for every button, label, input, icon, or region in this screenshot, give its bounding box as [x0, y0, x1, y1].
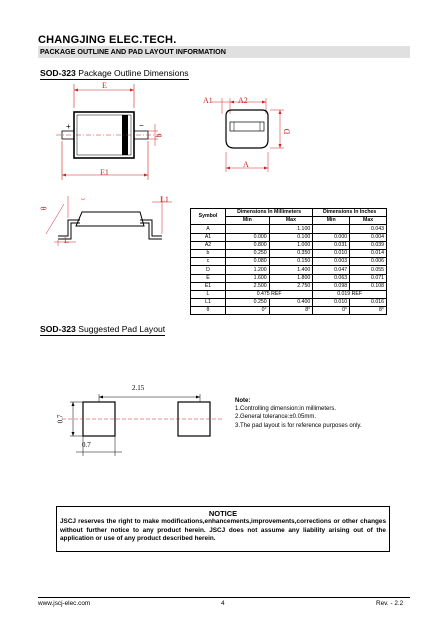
symbol-header: Symbol — [191, 209, 226, 225]
label-A: A — [243, 160, 249, 169]
table-row — [191, 258, 387, 266]
label-c: c — [80, 197, 87, 201]
table-cell: 1.800 — [269, 274, 313, 282]
table-cell: 0.055 — [350, 266, 387, 274]
note-item: 1.Controlling dimension:in millimeters. — [235, 406, 337, 413]
symbol-cell: E1 — [191, 282, 226, 290]
outline-heading-package: SOD-323 — [40, 68, 76, 78]
lead-profile-drawing — [40, 190, 180, 250]
table-cell — [226, 225, 270, 233]
pad-heading — [40, 324, 165, 334]
table-cell: 1.200 — [226, 266, 270, 274]
pad-dim-height: 0.7 — [56, 414, 65, 424]
table-cell: 0.071 — [350, 274, 387, 282]
table-row — [191, 266, 387, 274]
outline-heading — [40, 68, 189, 78]
label-b: b — [154, 133, 164, 138]
table-cell: 1.000 — [269, 241, 313, 249]
table-cell: 0.006 — [350, 258, 387, 266]
table-cell: 0.475 REF — [226, 290, 313, 298]
table-cell: 1.600 — [226, 274, 270, 282]
symbol-cell: A1 — [191, 233, 226, 241]
symbol-cell: θ — [191, 307, 226, 315]
mm-header: Dimensions In Millimeters — [226, 209, 313, 217]
table-cell: 0.000 — [313, 233, 350, 241]
table-cell: 0.000 — [226, 233, 270, 241]
notice-box — [56, 506, 390, 552]
footer-revision: Rev. - 2.2 — [376, 600, 404, 607]
pad-dim-width: 0.7 — [82, 441, 91, 449]
label-theta: θ — [39, 206, 49, 211]
symbol-cell: D — [191, 266, 226, 274]
table-cell: 0.108 — [350, 282, 387, 290]
table-row — [191, 241, 387, 249]
table-row — [191, 233, 387, 241]
table-header-row — [191, 209, 387, 217]
table-cell: 1.400 — [269, 266, 313, 274]
in-max-header: Max — [350, 217, 387, 225]
notice-body: JSCJ reserves the right to make modifications,enhancements,improvements,corrections or other changes without further notice to any product herein. JSCJ does not assume any liability arising out of the application or use of any product described herein. — [60, 518, 386, 543]
table-cell: 0.250 — [226, 249, 270, 257]
table-cell: 0.047 — [313, 266, 350, 274]
table-cell: 0.098 — [313, 282, 350, 290]
symbol-cell: b — [191, 249, 226, 257]
mm-min-header: Min — [226, 217, 270, 225]
table-cell: 0.016 — [350, 299, 387, 307]
table-cell: 0.031 — [313, 241, 350, 249]
symbol-cell: A2 — [191, 241, 226, 249]
table-cell: 0.250 — [226, 299, 270, 307]
table-cell — [313, 225, 350, 233]
table-cell: 0.350 — [269, 249, 313, 257]
table-cell: 8° — [350, 307, 387, 315]
table-row — [191, 274, 387, 282]
table-cell: 0.003 — [313, 258, 350, 266]
table-cell: 2.750 — [269, 282, 313, 290]
label-A1: A1 — [203, 96, 213, 105]
note-item: 3.The pad layout is for reference purposes only. — [235, 422, 362, 429]
label-plus: + — [66, 122, 71, 131]
notice-title: NOTICE — [208, 509, 238, 518]
dimensions-table — [190, 208, 387, 315]
section-title-bar: PACKAGE OUTLINE AND PAD LAYOUT INFORMATION — [38, 46, 410, 58]
label-minus: − — [139, 121, 144, 130]
label-D: D — [282, 128, 292, 135]
table-cell: 0.100 — [269, 233, 313, 241]
symbol-cell: A — [191, 225, 226, 233]
outline-heading-text: Package Outline Dimensions — [75, 68, 189, 78]
table-cell: 0.063 — [313, 274, 350, 282]
company-name: CHANGJING ELEC.TECH. — [38, 34, 177, 46]
table-cell: 1.100 — [269, 225, 313, 233]
table-row — [191, 249, 387, 257]
notes-title: Note: — [235, 398, 251, 404]
label-E1: E1 — [100, 168, 109, 177]
table-cell: L — [191, 290, 226, 298]
table-row — [191, 225, 387, 233]
table-row — [191, 290, 387, 298]
label-E: E — [102, 81, 107, 90]
table-cell: 0.150 — [269, 258, 313, 266]
table-cell: 0.080 — [226, 258, 270, 266]
footer-divider — [38, 597, 410, 598]
pad-dim-span: 2.15 — [132, 384, 145, 392]
pad-heading-package: SOD-323 — [40, 324, 76, 334]
table-cell: 0.043 — [350, 225, 387, 233]
symbol-cell: c — [191, 258, 226, 266]
table-cell: 2.500 — [226, 282, 270, 290]
symbol-cell: L1 — [191, 299, 226, 307]
table-cell: 0° — [226, 307, 270, 315]
table-cell: 8° — [269, 307, 313, 315]
table-row — [191, 299, 387, 307]
symbol-cell: E — [191, 274, 226, 282]
label-L1: L1 — [160, 195, 169, 204]
table-cell: 0° — [313, 307, 350, 315]
table-cell: 0.010 — [313, 299, 350, 307]
table-cell: 0.010 — [313, 249, 350, 257]
mm-max-header: Max — [269, 217, 313, 225]
table-cell: 0.004 — [350, 233, 387, 241]
footer-page-number: 4 — [221, 600, 225, 607]
pad-heading-text: Suggested Pad Layout — [75, 324, 166, 334]
in-min-header: Min — [313, 217, 350, 225]
table-row — [191, 307, 387, 315]
table-row — [191, 282, 387, 290]
table-cell: 0.400 — [269, 299, 313, 307]
inches-header: Dimensions In Inches — [313, 209, 387, 217]
table-cell: 0.039 — [350, 241, 387, 249]
table-cell: 0.019 REF — [313, 290, 387, 298]
label-A2: A2 — [238, 96, 248, 105]
label-L: L — [64, 236, 69, 245]
table-cell: 0.014 — [350, 249, 387, 257]
footer-website[interactable]: www.jscj-elec.com — [38, 600, 91, 607]
note-item: 2.General tolerance:±0.05mm. — [235, 414, 316, 421]
notes-block — [235, 397, 362, 430]
table-cell: 0.800 — [226, 241, 270, 249]
